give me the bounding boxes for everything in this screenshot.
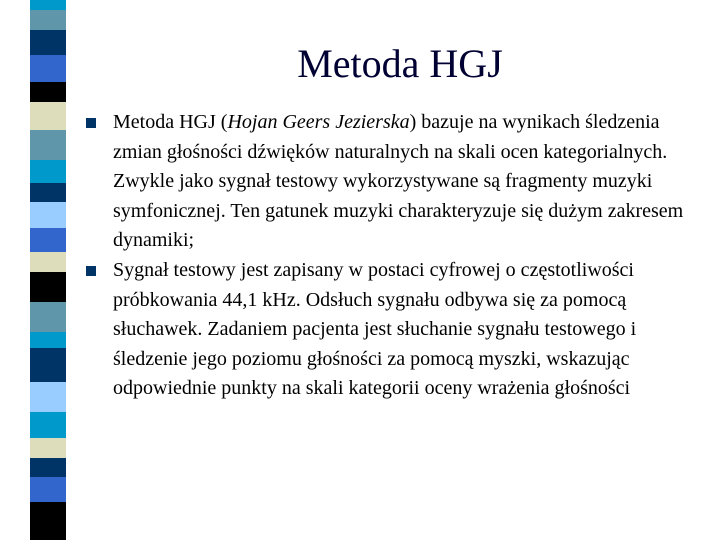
stripe-band xyxy=(30,458,66,477)
slide-body xyxy=(86,108,686,404)
stripe-band xyxy=(30,348,66,382)
stripe-band xyxy=(30,55,66,82)
stripe-band xyxy=(30,0,66,10)
stripe-band xyxy=(30,30,66,55)
stripe-band xyxy=(30,202,66,228)
bullet-text: ) bazuje na wynikach śledzenia zmian głośności dźwięków naturalnych na skali ocen kategorialnych. Zwykle jako sygnał testowy wykorzystywane są fragmenty muzyki symfonicznej. Ten gatunek muzyki charakteryzuje się dużym zakresem dynamiki; xyxy=(113,111,684,252)
stripe-band xyxy=(30,102,66,130)
bullet-text: Metoda HGJ ( xyxy=(113,111,228,133)
stripe-band xyxy=(30,382,66,412)
stripe-band xyxy=(30,130,66,160)
stripe-band xyxy=(30,160,66,183)
stripe-band xyxy=(30,332,66,348)
bullet-text-italic: Hojan Geers Jezierska xyxy=(227,111,410,133)
stripe-band xyxy=(30,183,66,202)
stripe-band xyxy=(30,412,66,438)
slide-title: Metoda HGJ xyxy=(297,41,503,86)
square-bullet-icon xyxy=(86,118,96,128)
stripe-band xyxy=(30,477,66,502)
decorative-stripe xyxy=(30,0,66,540)
stripe-band xyxy=(30,272,66,302)
stripe-band xyxy=(30,502,66,540)
stripe-band xyxy=(30,228,66,252)
stripe-band xyxy=(30,302,66,332)
bullet-item xyxy=(86,108,686,256)
stripe-band xyxy=(30,438,66,458)
bullet-item xyxy=(86,256,686,404)
square-bullet-icon xyxy=(86,266,96,276)
stripe-band xyxy=(30,252,66,272)
stripe-band xyxy=(30,82,66,102)
bullet-text: Sygnał testowy jest zapisany w postaci cyfrowej o częstotliwości próbkowania 44,1 kHz. Odsłuch sygnału odbywa się za pomocą słuchawek. Zadaniem pacjenta jest słuchanie sygnału testowego i śledzenie jego poziomu głośności za pomocą myszki, wskazując odpowiednie punkty na skali kategorii oceny wrażenia głośności xyxy=(113,258,637,400)
stripe-band xyxy=(30,10,66,30)
